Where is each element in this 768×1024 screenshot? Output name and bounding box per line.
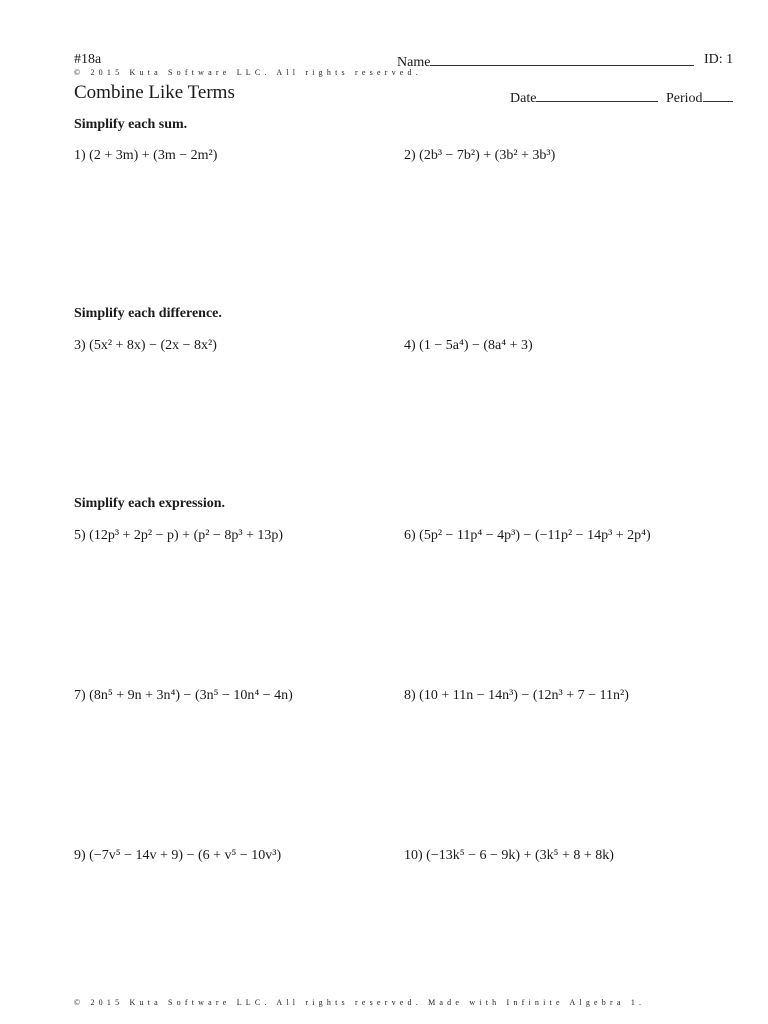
problem-number: 6) [404, 528, 416, 543]
problem-3 [74, 338, 217, 354]
problem-4 [404, 338, 533, 354]
date-field[interactable] [510, 88, 658, 107]
problem-expression: (−13k⁵ − 6 − 9k) + (3k⁵ + 8 + 8k) [426, 848, 614, 863]
period-line [703, 88, 733, 102]
name-field[interactable] [397, 52, 694, 71]
name-line [430, 52, 694, 66]
problem-expression: (5x² + 8x) − (2x − 8x²) [89, 338, 217, 353]
name-label: Name [397, 55, 431, 70]
problem-expression: (−7v⁵ − 14v + 9) − (6 + v⁵ − 10v³) [89, 848, 282, 863]
problem-expression: (2 + 3m) + (3m − 2m²) [89, 148, 218, 163]
problem-expression: (5p² − 11p⁴ − 4p³) − (−11p² − 14p³ + 2p⁴) [419, 528, 651, 543]
problem-expression: (12p³ + 2p² − p) + (p² − 8p³ + 13p) [89, 528, 284, 543]
problem-number: 7) [74, 688, 86, 703]
page-title: Combine Like Terms [74, 82, 235, 103]
date-line [536, 88, 658, 102]
section-heading-difference: Simplify each difference. [74, 306, 222, 321]
problem-5 [74, 528, 283, 544]
problem-number: 10) [404, 848, 423, 863]
date-label: Date [510, 91, 537, 106]
problem-expression: (10 + 11n − 14n³) − (12n³ + 7 − 11n²) [419, 688, 629, 703]
problem-number: 4) [404, 338, 416, 353]
problem-expression: (8n⁵ + 9n + 3n⁴) − (3n⁵ − 10n⁴ − 4n) [89, 688, 293, 703]
section-heading-sum: Simplify each sum. [74, 117, 188, 132]
problem-7 [74, 688, 293, 704]
problem-1 [74, 148, 217, 164]
problem-6 [404, 528, 651, 544]
header-copyright: © 2015 Kuta Software LLC. All rights reserved. [74, 68, 422, 77]
period-label: Period [666, 91, 703, 106]
problem-expression: (1 − 5a⁴) − (8a⁴ + 3) [419, 338, 533, 353]
problem-number: 2) [404, 148, 416, 163]
problem-number: 3) [74, 338, 86, 353]
section-heading-expression: Simplify each expression. [74, 496, 226, 511]
problem-expression: (2b³ − 7b²) + (3b² + 3b³) [419, 148, 556, 163]
problem-10 [404, 848, 614, 864]
problem-number: 8) [404, 688, 416, 703]
problem-number: 1) [74, 148, 86, 163]
worksheet-id: #18a [74, 52, 102, 67]
problem-9 [74, 848, 281, 864]
footer-copyright: © 2015 Kuta Software LLC. All rights reserved. Made with Infinite Algebra 1. [74, 998, 646, 1007]
problem-2 [404, 148, 555, 164]
period-field[interactable] [666, 88, 733, 107]
id-label: ID: 1 [704, 52, 734, 67]
problem-number: 5) [74, 528, 86, 543]
problem-number: 9) [74, 848, 86, 863]
problem-8 [404, 688, 629, 704]
